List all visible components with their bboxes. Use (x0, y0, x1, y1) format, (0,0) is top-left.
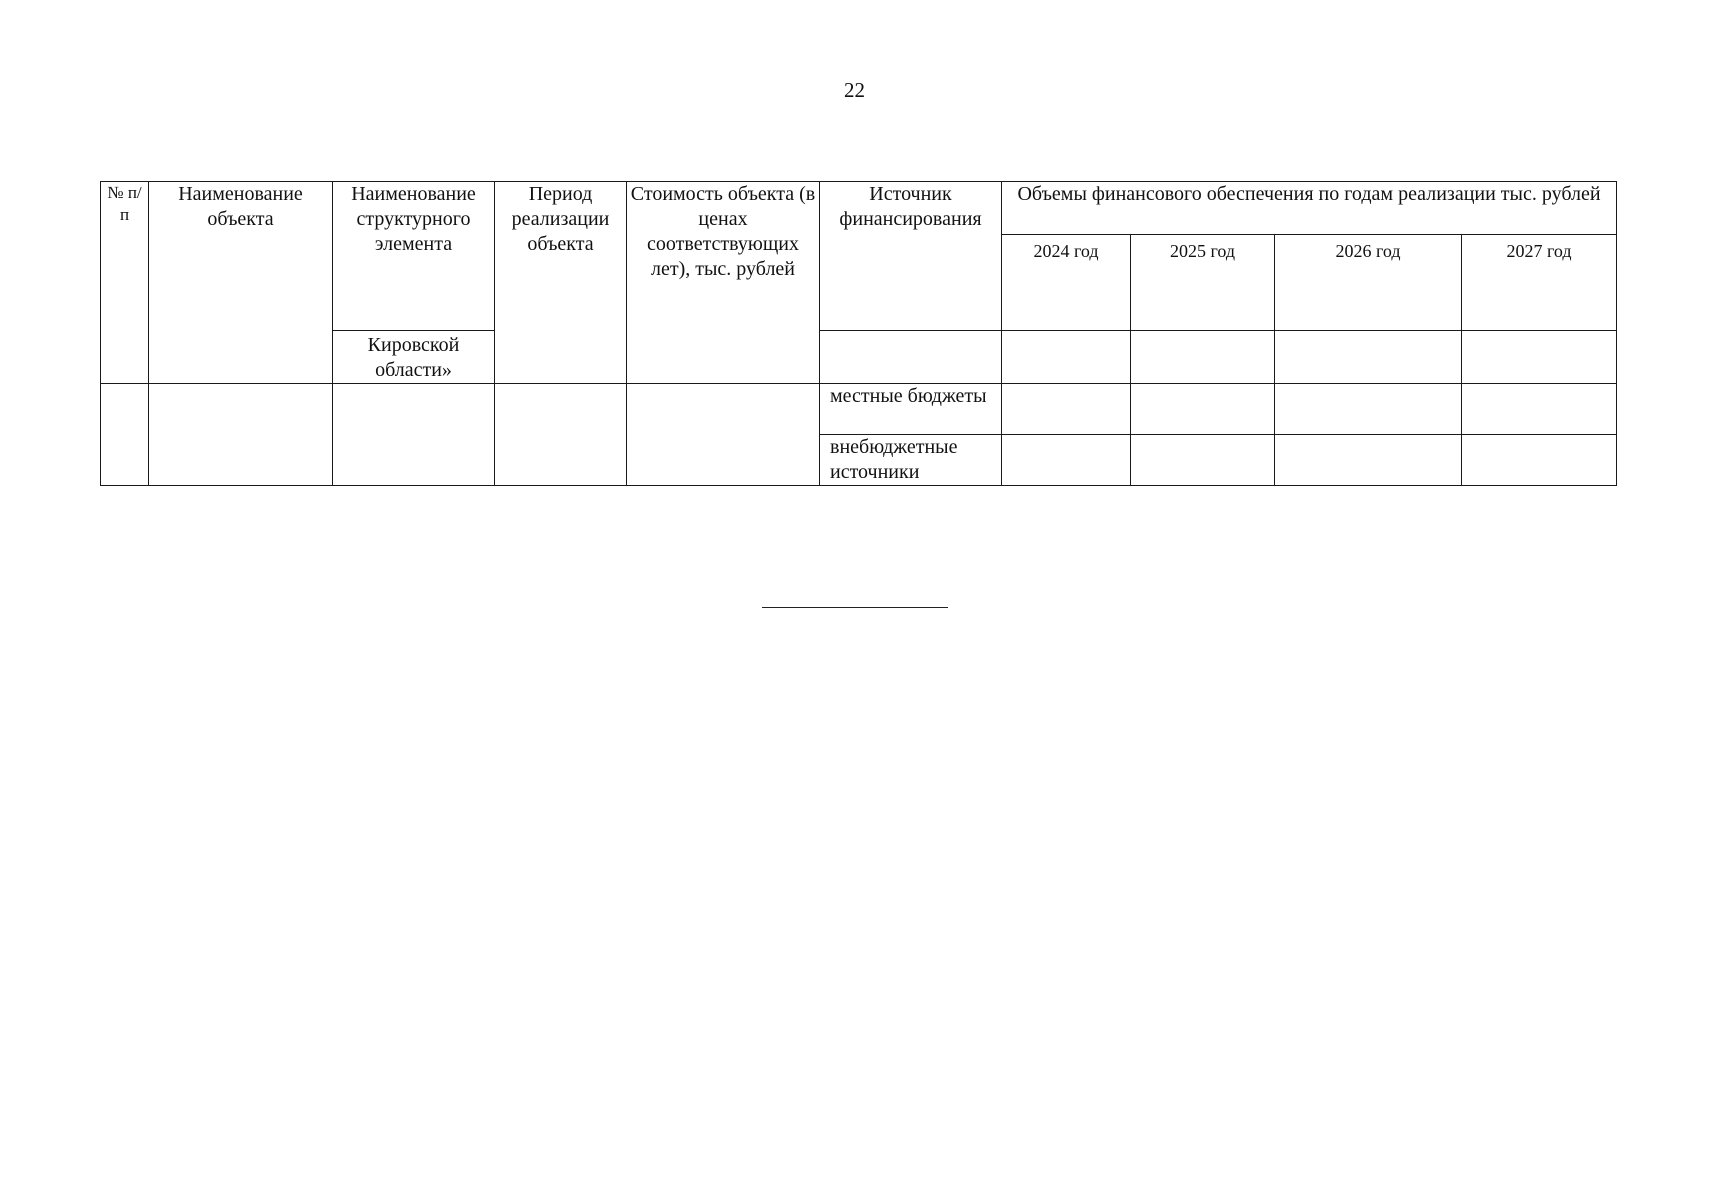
page-number: 22 (844, 78, 865, 102)
empty-cell (1002, 435, 1131, 486)
year-2024: 2024 год (1002, 235, 1131, 331)
year-2025: 2025 год (1131, 235, 1275, 331)
empty-cell (1275, 435, 1462, 486)
empty-cell (1275, 384, 1462, 435)
empty-cell (1275, 331, 1462, 384)
empty-cell (1462, 331, 1617, 384)
empty-cell (1002, 331, 1131, 384)
structural-element-fragment: Кировской области» (333, 331, 495, 384)
empty-cell (333, 384, 495, 486)
empty-cell (1131, 331, 1275, 384)
empty-cell (495, 384, 627, 486)
empty-cell (1462, 435, 1617, 486)
financing-table (100, 181, 1617, 486)
end-of-document-rule (762, 607, 948, 608)
empty-cell (101, 384, 149, 486)
header-volumes: Объемы финансового обеспечения по годам реализации тыс. рублей (1002, 182, 1617, 235)
table-row (101, 384, 1617, 435)
header-period: Период реализации объекта (495, 182, 627, 384)
empty-cell (627, 384, 820, 486)
year-2027: 2027 год (1462, 235, 1617, 331)
empty-cell (1131, 435, 1275, 486)
empty-cell (149, 384, 333, 486)
header-row (101, 182, 1617, 235)
empty-cell (1462, 384, 1617, 435)
source-empty-cell (820, 331, 1002, 384)
header-source: Источник финансирования (820, 182, 1002, 331)
header-cost: Стоимость объекта (в ценах соответствующих лет), тыс. рублей (627, 182, 820, 384)
empty-cell (1002, 384, 1131, 435)
header-num: № п/п (101, 182, 149, 384)
source-extrabudgetary: внебюджетные источники (820, 435, 1002, 486)
empty-cell (1131, 384, 1275, 435)
header-object-name: Наименование объекта (149, 182, 333, 384)
source-local-budgets: местные бюджеты (820, 384, 1002, 435)
year-2026: 2026 год (1275, 235, 1462, 331)
header-structural-element: Наименование структурного элемента (333, 182, 495, 331)
